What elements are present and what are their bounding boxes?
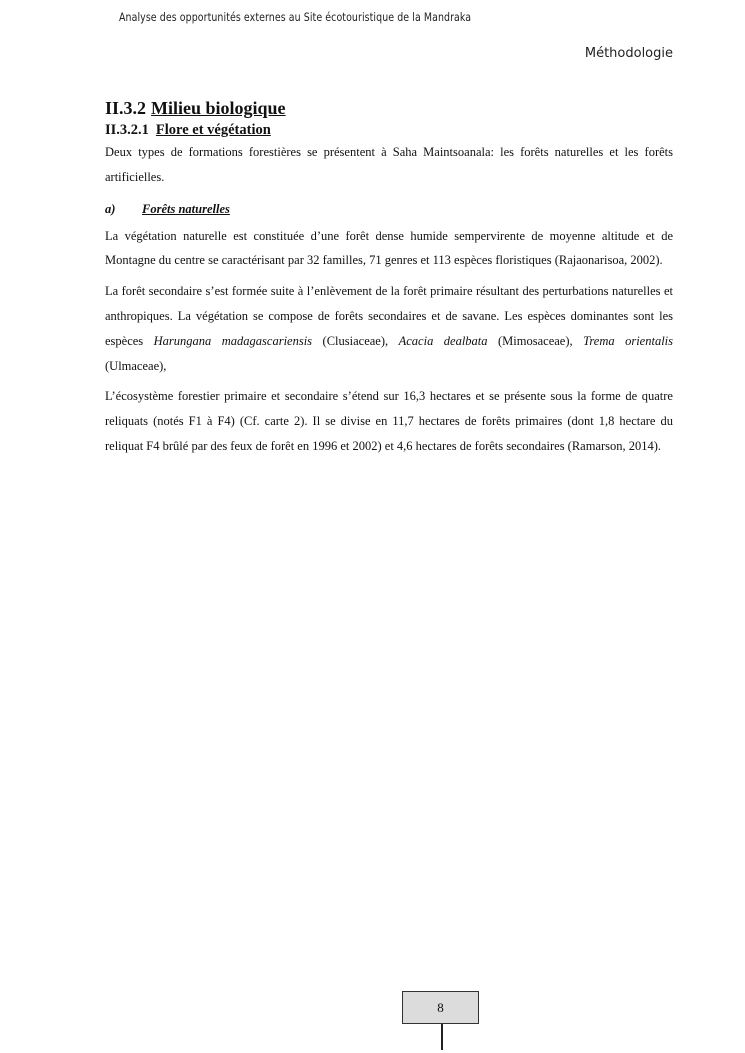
paragraph-ecosysteme-forestier: L’écosystème forestier primaire et secondaire s’étend sur 16,3 hectares et se présente sous la forme de quatre reliquats (notés F1 à F4) (Cf. carte 2). Il se divise en 11,7 hectares de forêts primaires (dont 1,8 hectare du reliquat F4 brûlé par des feux de forêt en 1996 et 2002) et 4,6 hectares de forêts secondaires (Ramarson, 2014). <box>105 389 673 453</box>
text-run: (Clusiaceae), <box>312 333 399 348</box>
heading-forets-naturelles <box>105 197 673 221</box>
page-number: 8 <box>437 999 444 1015</box>
heading-subsection-2-3-2-1 <box>105 120 673 140</box>
species-name: Trema orientalis <box>583 333 674 348</box>
list-letter: a) <box>105 201 116 216</box>
minor-heading-title: Forêts naturelles <box>142 201 230 216</box>
heading-title: Milieu biologique <box>151 98 286 118</box>
paragraph-vegetation-naturelle: La végétation naturelle est constituée d’une forêt dense humide sempervirente de moyenne altitude et de Montagne du centre se caractérisant par 32 familles, 71 genres et 113 espèces floristiques (Rajaonarisoa, 2002). <box>105 228 673 268</box>
text-run: La forêt secondaire s’est formée suite à l’enlèvement de la forêt primaire résultant des perturbations naturelles et anthropiques. La végétation se compose de forêts secondaires et de savane. Les espèces dominantes sont les espèces <box>105 284 673 348</box>
paragraph-foret-secondaire <box>105 279 673 378</box>
page-content <box>105 96 673 465</box>
running-header-title: Analyse des opportunités externes au Site écotouristique de la Mandraka <box>119 10 472 24</box>
text-run: (Ulmaceae), <box>105 358 167 373</box>
intro-paragraph: Deux types de formations forestières se présentent à Saha Maintsoanala: les forêts naturelles et les forêts artificielles. <box>105 145 673 184</box>
heading-section-2-3-2 <box>105 96 673 120</box>
subheading-title: Flore et végétation <box>155 122 271 138</box>
page-number-connector-line <box>441 1024 443 1050</box>
heading-number: II.3.2 <box>105 98 147 118</box>
species-name: Acacia dealbata <box>398 333 488 348</box>
subheading-number: II.3.2.1 <box>105 122 149 138</box>
section-label: Méthodologie <box>584 46 673 61</box>
page-number-box <box>402 991 479 1024</box>
text-run: (Mimosaceae), <box>487 333 584 348</box>
species-name: Harungana madagascariensis <box>153 333 313 348</box>
